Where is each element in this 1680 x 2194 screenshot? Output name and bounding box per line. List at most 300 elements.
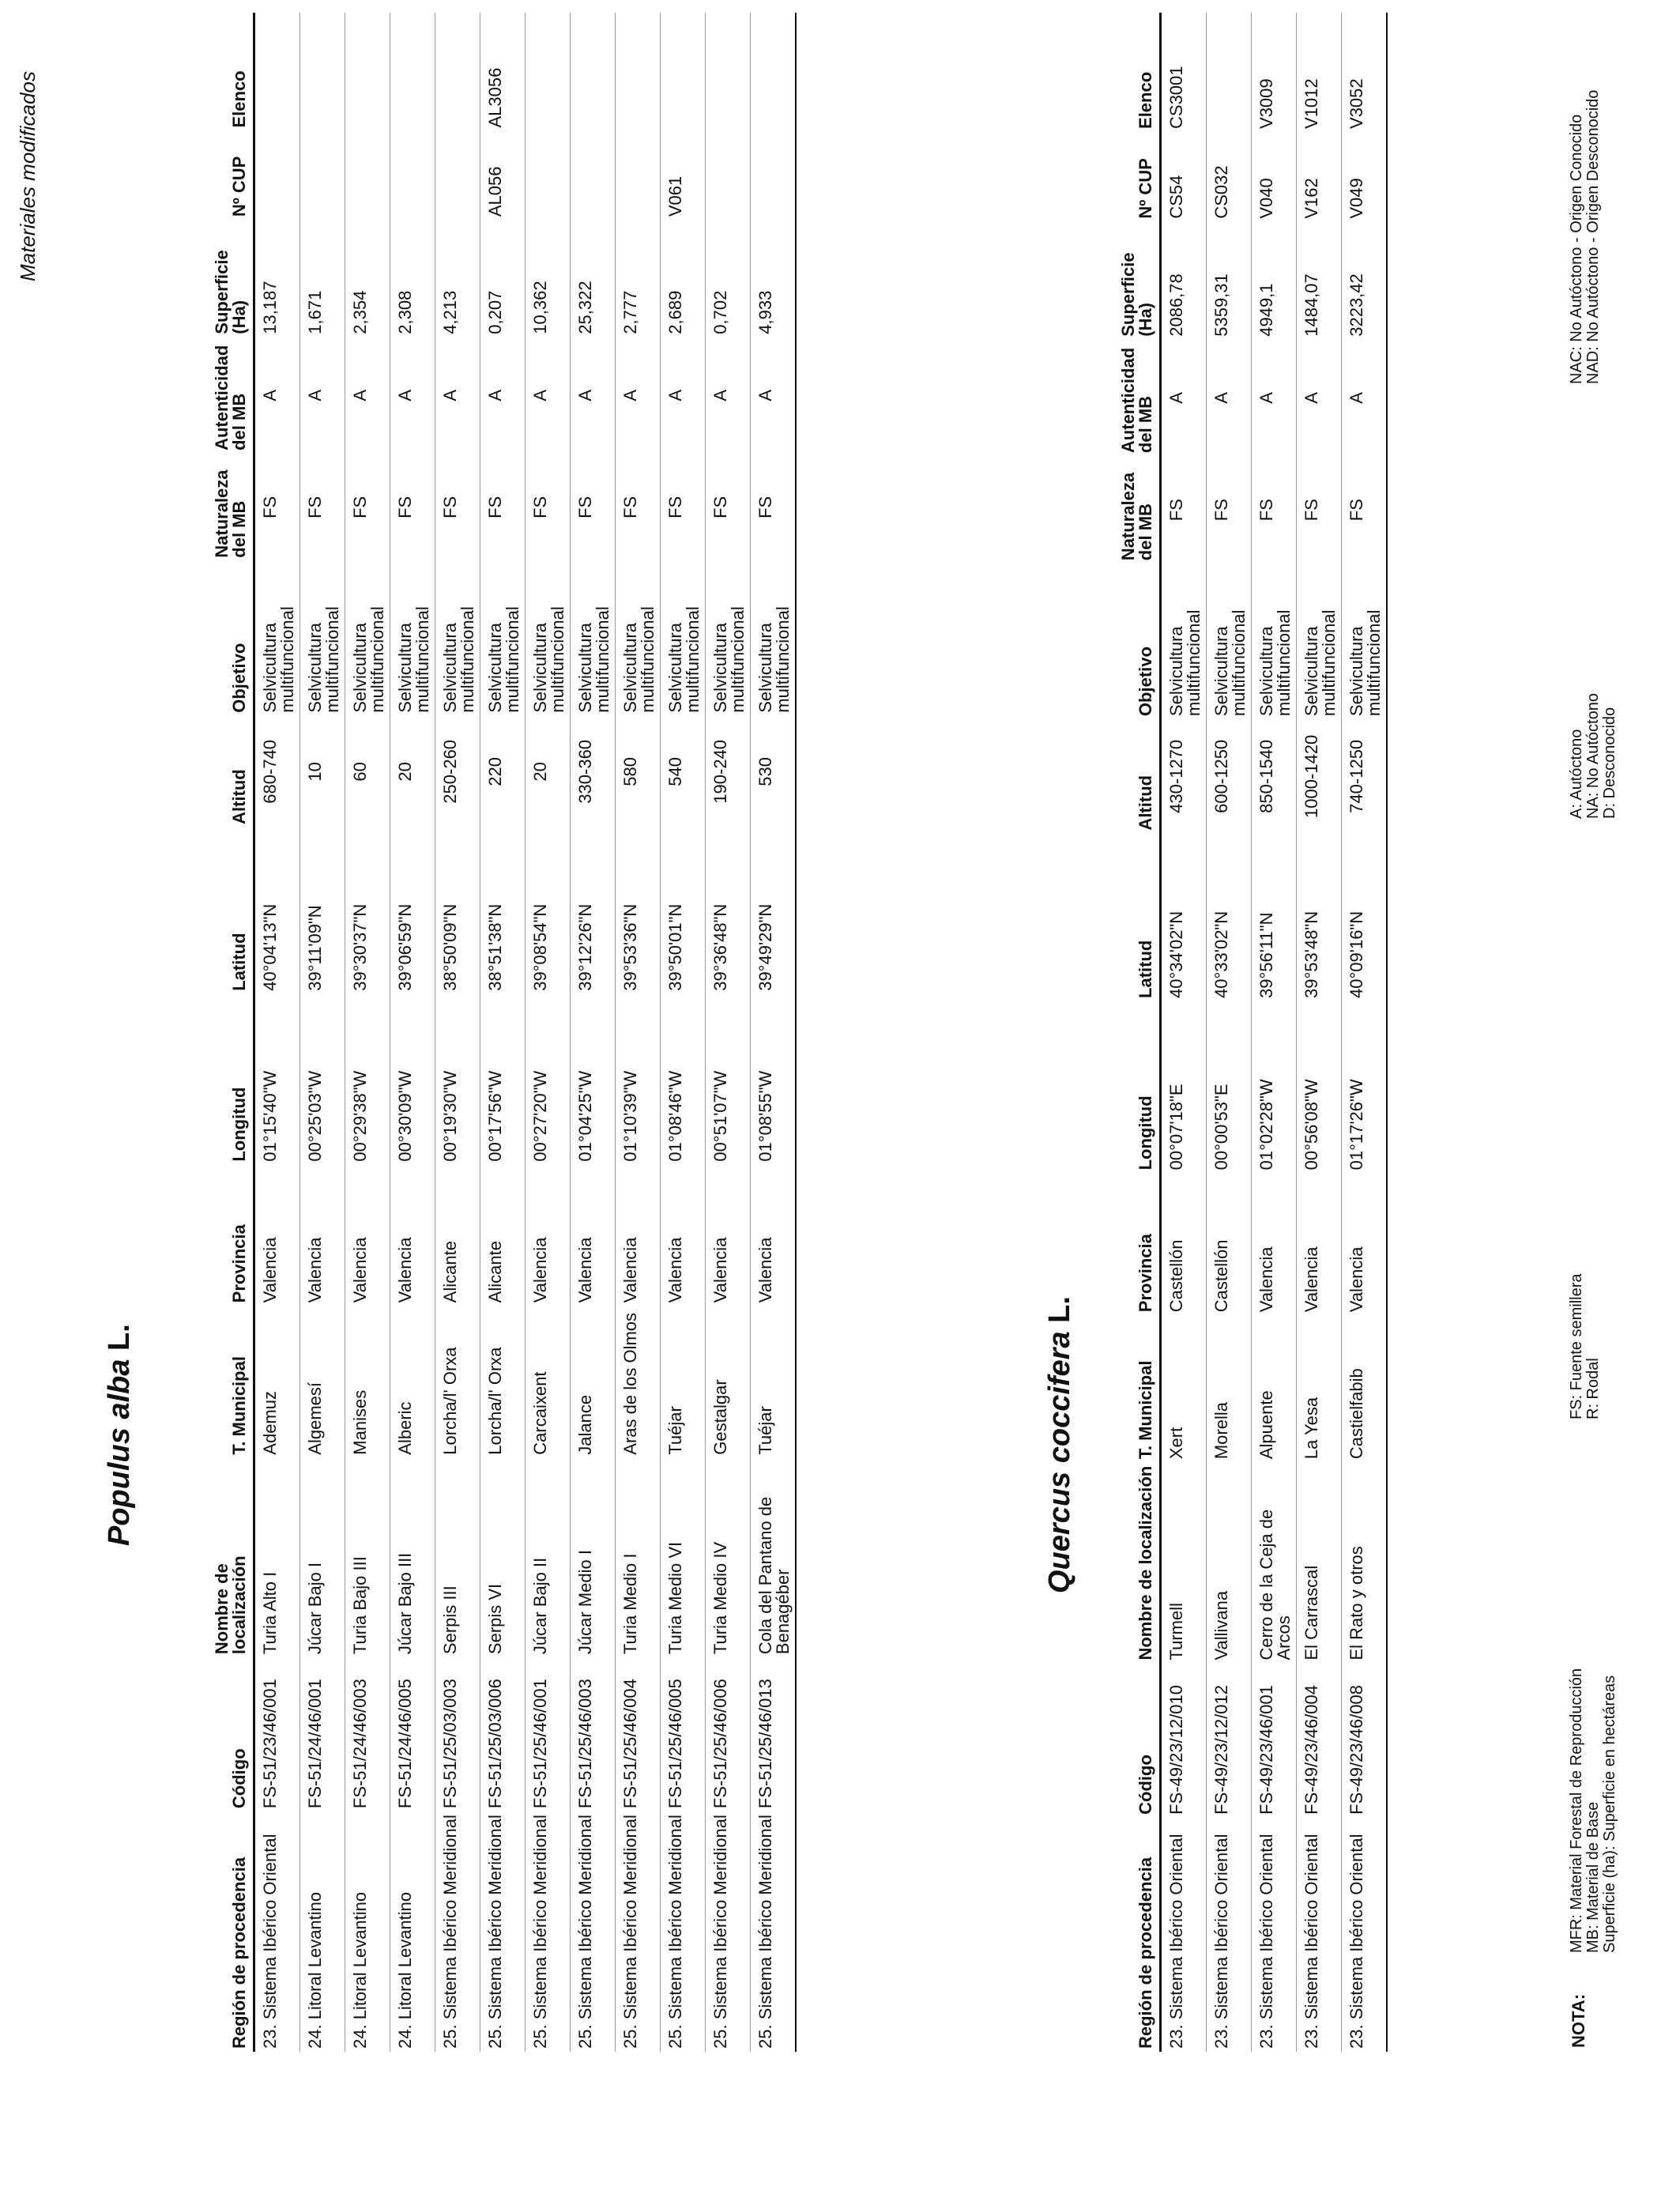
populus-cell-superficie: 2,354 bbox=[345, 220, 390, 337]
populus-cell-naturaleza: FS bbox=[390, 454, 435, 561]
populus-col-header-longitud: Longitud bbox=[212, 994, 254, 1165]
populus-cell-altitud: 20 bbox=[525, 716, 571, 827]
quercus-cell-localizacion: Cerro de la Ceja de Arcos bbox=[1252, 1462, 1297, 1663]
quercus-cell-altitud: 600-1250 bbox=[1207, 719, 1252, 833]
populus-cell-autenticidad: A bbox=[751, 337, 797, 454]
quercus-cell-region: 23. Sistema Ibérico Oriental bbox=[1207, 1818, 1252, 2052]
populus-cell-latitud: 39°12'26"N bbox=[571, 827, 616, 994]
populus-cell-localizacion: Júcar Bajo III bbox=[390, 1458, 435, 1657]
quercus-cell-provincia: Valencia bbox=[1297, 1173, 1342, 1315]
populus-cell-objetivo: Selvicultura multifuncional bbox=[661, 561, 706, 716]
populus-cell-codigo: FS-51/25/46/003 bbox=[571, 1657, 616, 1811]
populus-cell-cup bbox=[571, 131, 616, 221]
populus-cell-superficie: 1,671 bbox=[300, 220, 345, 337]
note-column-4 bbox=[1569, 90, 1602, 384]
quercus-cell-codigo: FS-49/23/46/001 bbox=[1252, 1664, 1297, 1818]
populus-cell-codigo: FS-51/25/46/001 bbox=[525, 1657, 571, 1811]
quercus-cell-municipio: Morella bbox=[1207, 1315, 1252, 1462]
populus-cell-objetivo: Selvicultura multifuncional bbox=[345, 561, 390, 716]
quercus-cell-objetivo: Selvicultura multifuncional bbox=[1207, 564, 1252, 719]
note-line: R: Rodal bbox=[1584, 1358, 1602, 1419]
populus-cell-localizacion: Cola del Pantano de Benagéber bbox=[751, 1458, 797, 1657]
populus-cell-altitud: 250-260 bbox=[435, 716, 480, 827]
quercus-cell-naturaleza: FS bbox=[1252, 456, 1297, 564]
quercus-cell-municipio: Xert bbox=[1161, 1315, 1207, 1462]
quercus-col-header-codigo: Código bbox=[1118, 1664, 1161, 1818]
quercus-col-header-superficie: Superficie (Ha) bbox=[1118, 222, 1161, 340]
quercus-header-row bbox=[1118, 13, 1161, 2052]
populus-cell-municipio: Algemesí bbox=[300, 1306, 345, 1457]
populus-cell-cup bbox=[345, 131, 390, 221]
populus-col-header-region: Región de procedencia bbox=[212, 1811, 254, 2052]
quercus-cell-objetivo: Selvicultura multifuncional bbox=[1342, 564, 1388, 719]
populus-cell-provincia: Alicante bbox=[435, 1165, 480, 1306]
populus-cell-altitud: 60 bbox=[345, 716, 390, 827]
populus-cell-latitud: 38°50'09"N bbox=[435, 827, 480, 994]
populus-cell-objetivo: Selvicultura multifuncional bbox=[571, 561, 616, 716]
note-line: D: Desconocido bbox=[1601, 707, 1618, 819]
quercus-cell-region: 23. Sistema Ibérico Oriental bbox=[1342, 1818, 1388, 2052]
populus-cell-region: 24. Litoral Levantino bbox=[300, 1811, 345, 2052]
populus-cell-codigo: FS-51/25/46/006 bbox=[706, 1657, 751, 1811]
table-row bbox=[254, 13, 300, 2052]
populus-cell-altitud: 530 bbox=[751, 716, 797, 827]
populus-cell-codigo: FS-51/25/03/003 bbox=[435, 1657, 480, 1811]
quercus-cell-autenticidad: A bbox=[1252, 340, 1297, 456]
populus-cell-municipio: Carcaixent bbox=[525, 1306, 571, 1457]
populus-cell-cup bbox=[616, 131, 661, 221]
quercus-cell-autenticidad: A bbox=[1297, 340, 1342, 456]
populus-cell-latitud: 40°04'13"N bbox=[254, 827, 300, 994]
populus-cell-autenticidad: A bbox=[616, 337, 661, 454]
quercus-cell-provincia: Castellón bbox=[1207, 1173, 1252, 1315]
quercus-cell-localizacion: El Carrascal bbox=[1297, 1462, 1342, 1663]
quercus-cell-longitud: 00°07'18"E bbox=[1161, 1001, 1207, 1173]
populus-cell-municipio: Tuéjar bbox=[661, 1306, 706, 1457]
populus-cell-altitud: 220 bbox=[480, 716, 525, 827]
quercus-title-author: L. bbox=[1043, 1296, 1076, 1323]
populus-cell-localizacion: Turia Medio I bbox=[616, 1458, 661, 1657]
note-label: NOTA: bbox=[1569, 1993, 1588, 2048]
populus-col-header-cup: Nº CUP bbox=[212, 131, 254, 221]
populus-cell-longitud: 01°08'46"W bbox=[661, 994, 706, 1165]
populus-cell-localizacion: Júcar Medio I bbox=[571, 1458, 616, 1657]
quercus-cell-localizacion: Vallivana bbox=[1207, 1462, 1252, 1663]
populus-cell-superficie: 0,702 bbox=[706, 220, 751, 337]
populus-cell-region: 25. Sistema Ibérico Meridional bbox=[616, 1811, 661, 2052]
populus-cell-altitud: 190-240 bbox=[706, 716, 751, 827]
populus-cell-superficie: 10,362 bbox=[525, 220, 571, 337]
quercus-cell-superficie: 4949,1 bbox=[1252, 222, 1297, 340]
populus-cell-naturaleza: FS bbox=[300, 454, 345, 561]
populus-cell-municipio: Lorcha/l' Orxa bbox=[435, 1306, 480, 1457]
populus-col-header-naturaleza: Naturaleza del MB bbox=[212, 454, 254, 561]
populus-cell-naturaleza: FS bbox=[345, 454, 390, 561]
populus-cell-longitud: 01°15'40"W bbox=[254, 994, 300, 1165]
quercus-cell-elenco bbox=[1207, 13, 1252, 132]
populus-cell-localizacion: Júcar Bajo I bbox=[300, 1458, 345, 1657]
populus-col-header-codigo: Código bbox=[212, 1657, 254, 1811]
populus-cell-longitud: 00°29'38"W bbox=[345, 994, 390, 1165]
populus-cell-provincia: Valencia bbox=[616, 1165, 661, 1306]
populus-cell-cup bbox=[706, 131, 751, 221]
populus-cell-latitud: 39°30'37"N bbox=[345, 827, 390, 994]
note-column-1 bbox=[1569, 1668, 1618, 1953]
populus-cell-cup bbox=[525, 131, 571, 221]
note-line: MFR: Material Forestal de Reproducción bbox=[1568, 1668, 1585, 1953]
populus-cell-provincia: Valencia bbox=[571, 1165, 616, 1306]
table-row bbox=[661, 13, 706, 2052]
populus-cell-municipio: Gestalgar bbox=[706, 1306, 751, 1457]
quercus-cell-codigo: FS-49/23/12/010 bbox=[1161, 1664, 1207, 1818]
populus-cell-objetivo: Selvicultura multifuncional bbox=[435, 561, 480, 716]
populus-cell-localizacion: Turia Alto I bbox=[254, 1458, 300, 1657]
quercus-cell-codigo: FS-49/23/46/008 bbox=[1342, 1664, 1388, 1818]
quercus-cell-region: 23. Sistema Ibérico Oriental bbox=[1252, 1818, 1297, 2052]
populus-cell-altitud: 540 bbox=[661, 716, 706, 827]
populus-cell-objetivo: Selvicultura multifuncional bbox=[706, 561, 751, 716]
table-row bbox=[435, 13, 480, 2052]
quercus-cell-naturaleza: FS bbox=[1297, 456, 1342, 564]
populus-cell-altitud: 580 bbox=[616, 716, 661, 827]
note-line: A: Autóctono bbox=[1568, 729, 1585, 819]
quercus-col-header-municipio: T. Municipal bbox=[1118, 1315, 1161, 1462]
populus-cell-region: 25. Sistema Ibérico Meridional bbox=[661, 1811, 706, 2052]
table-row bbox=[616, 13, 661, 2052]
populus-cell-elenco bbox=[616, 13, 661, 131]
populus-title bbox=[103, 1324, 137, 1546]
populus-cell-longitud: 01°10'39"W bbox=[616, 994, 661, 1165]
populus-cell-localizacion: Júcar Bajo II bbox=[525, 1458, 571, 1657]
table-row bbox=[751, 13, 797, 2052]
table-row bbox=[525, 13, 571, 2052]
quercus-cell-objetivo: Selvicultura multifuncional bbox=[1161, 564, 1207, 719]
populus-cell-altitud: 20 bbox=[390, 716, 435, 827]
table-row bbox=[1252, 13, 1297, 2052]
populus-title-author: L. bbox=[103, 1324, 136, 1351]
quercus-col-header-provincia: Provincia bbox=[1118, 1173, 1161, 1315]
populus-cell-codigo: FS-51/25/03/006 bbox=[480, 1657, 525, 1811]
quercus-cell-codigo: FS-49/23/12/012 bbox=[1207, 1664, 1252, 1818]
populus-header-row bbox=[212, 13, 254, 2052]
populus-cell-latitud: 39°06'59"N bbox=[390, 827, 435, 994]
note-line: MB: Material de Base bbox=[1584, 1801, 1602, 1953]
populus-cell-elenco bbox=[254, 13, 300, 131]
quercus-col-header-objetivo: Objetivo bbox=[1118, 564, 1161, 719]
table-row bbox=[706, 13, 751, 2052]
populus-body bbox=[254, 13, 797, 2052]
populus-cell-region: 25. Sistema Ibérico Meridional bbox=[435, 1811, 480, 2052]
populus-col-header-latitud: Latitud bbox=[212, 827, 254, 994]
note-line: NA: No Autóctono bbox=[1584, 693, 1602, 819]
populus-cell-region: 25. Sistema Ibérico Meridional bbox=[480, 1811, 525, 2052]
quercus-table bbox=[1118, 13, 1388, 2052]
table-row bbox=[300, 13, 345, 2052]
populus-cell-codigo: FS-51/25/46/004 bbox=[616, 1657, 661, 1811]
table-row bbox=[390, 13, 435, 2052]
quercus-col-header-autenticidad: Autenticidad del MB bbox=[1118, 340, 1161, 456]
populus-cell-longitud: 00°27'20"W bbox=[525, 994, 571, 1165]
table-row bbox=[1207, 13, 1252, 2052]
populus-cell-localizacion: Serpis III bbox=[435, 1458, 480, 1657]
populus-cell-elenco bbox=[571, 13, 616, 131]
table-row bbox=[571, 13, 616, 2052]
populus-cell-municipio: Jalance bbox=[571, 1306, 616, 1457]
populus-col-header-provincia: Provincia bbox=[212, 1165, 254, 1306]
quercus-cell-cup: V040 bbox=[1252, 132, 1297, 222]
populus-cell-codigo: FS-51/25/46/005 bbox=[661, 1657, 706, 1811]
populus-col-header-autenticidad: Autenticidad del MB bbox=[212, 337, 254, 454]
populus-cell-municipio: Aras de los Olmos bbox=[616, 1306, 661, 1457]
populus-cell-cup bbox=[254, 131, 300, 221]
quercus-cell-provincia: Valencia bbox=[1342, 1173, 1388, 1315]
quercus-cell-cup: V162 bbox=[1297, 132, 1342, 222]
populus-cell-autenticidad: A bbox=[254, 337, 300, 454]
populus-cell-longitud: 01°08'55"W bbox=[751, 994, 797, 1165]
table-row bbox=[1161, 13, 1207, 2052]
populus-cell-altitud: 10 bbox=[300, 716, 345, 827]
quercus-cell-localizacion: El Rato y otros bbox=[1342, 1462, 1388, 1663]
populus-cell-region: 25. Sistema Ibérico Meridional bbox=[525, 1811, 571, 2052]
populus-cell-objetivo: Selvicultura multifuncional bbox=[254, 561, 300, 716]
quercus-col-header-altitud: Altitud bbox=[1118, 719, 1161, 833]
populus-cell-naturaleza: FS bbox=[661, 454, 706, 561]
quercus-col-header-naturaleza: Naturaleza del MB bbox=[1118, 456, 1161, 564]
populus-col-header-objetivo: Objetivo bbox=[212, 561, 254, 716]
quercus-col-header-latitud: Latitud bbox=[1118, 834, 1161, 1001]
populus-cell-provincia: Valencia bbox=[525, 1165, 571, 1306]
populus-title-genus: Populus alba bbox=[103, 1359, 136, 1546]
populus-cell-municipio: Tuéjar bbox=[751, 1306, 797, 1457]
populus-cell-elenco bbox=[751, 13, 797, 131]
quercus-body bbox=[1161, 13, 1388, 2052]
quercus-cell-superficie: 5359,31 bbox=[1207, 222, 1252, 340]
populus-cell-superficie: 25,322 bbox=[571, 220, 616, 337]
populus-cell-superficie: 2,777 bbox=[616, 220, 661, 337]
populus-cell-naturaleza: FS bbox=[571, 454, 616, 561]
populus-cell-region: 25. Sistema Ibérico Meridional bbox=[571, 1811, 616, 2052]
populus-cell-longitud: 00°30'09"W bbox=[390, 994, 435, 1165]
quercus-cell-provincia: Valencia bbox=[1252, 1173, 1297, 1315]
quercus-cell-autenticidad: A bbox=[1161, 340, 1207, 456]
quercus-cell-superficie: 1484,07 bbox=[1297, 222, 1342, 340]
table-row bbox=[1342, 13, 1388, 2052]
populus-cell-latitud: 38°51'38"N bbox=[480, 827, 525, 994]
populus-cell-longitud: 00°25'03"W bbox=[300, 994, 345, 1165]
populus-cell-codigo: FS-51/25/46/013 bbox=[751, 1657, 797, 1811]
note-column-3 bbox=[1569, 693, 1618, 819]
quercus-cell-region: 23. Sistema Ibérico Oriental bbox=[1297, 1818, 1342, 2052]
populus-cell-superficie: 4,213 bbox=[435, 220, 480, 337]
quercus-cell-localizacion: Turmell bbox=[1161, 1462, 1207, 1663]
populus-cell-provincia: Valencia bbox=[390, 1165, 435, 1306]
populus-cell-elenco bbox=[661, 13, 706, 131]
populus-cell-naturaleza: FS bbox=[751, 454, 797, 561]
page-header: Materiales modificados bbox=[16, 71, 40, 281]
populus-cell-autenticidad: A bbox=[435, 337, 480, 454]
populus-col-header-localizacion: Nombre de localización bbox=[212, 1458, 254, 1657]
quercus-cell-superficie: 2086,78 bbox=[1161, 222, 1207, 340]
populus-cell-codigo: FS-51/24/46/001 bbox=[300, 1657, 345, 1811]
populus-cell-localizacion: Turia Bajo III bbox=[345, 1458, 390, 1657]
populus-col-header-altitud: Altitud bbox=[212, 716, 254, 827]
populus-cell-cup bbox=[435, 131, 480, 221]
quercus-cell-naturaleza: FS bbox=[1207, 456, 1252, 564]
quercus-cell-region: 23. Sistema Ibérico Oriental bbox=[1161, 1818, 1207, 2052]
populus-cell-objetivo: Selvicultura multifuncional bbox=[480, 561, 525, 716]
populus-cell-superficie: 2,689 bbox=[661, 220, 706, 337]
note-line: Superficie (ha): Superficie en hectáreas bbox=[1601, 1675, 1618, 1953]
populus-col-header-elenco: Elenco bbox=[212, 13, 254, 131]
populus-cell-provincia: Valencia bbox=[751, 1165, 797, 1306]
populus-cell-objetivo: Selvicultura multifuncional bbox=[751, 561, 797, 716]
populus-cell-longitud: 01°04'25"W bbox=[571, 994, 616, 1165]
populus-cell-cup: V061 bbox=[661, 131, 706, 221]
quercus-title-genus: Quercus coccifera bbox=[1043, 1331, 1076, 1593]
populus-cell-localizacion: Turia Medio VI bbox=[661, 1458, 706, 1657]
populus-cell-naturaleza: FS bbox=[616, 454, 661, 561]
quercus-cell-cup: CS54 bbox=[1161, 132, 1207, 222]
quercus-cell-latitud: 40°09'16"N bbox=[1342, 834, 1388, 1001]
populus-cell-elenco bbox=[300, 13, 345, 131]
populus-cell-autenticidad: A bbox=[571, 337, 616, 454]
quercus-col-header-cup: Nº CUP bbox=[1118, 132, 1161, 222]
populus-cell-provincia: Alicante bbox=[480, 1165, 525, 1306]
populus-cell-cup: AL056 bbox=[480, 131, 525, 221]
populus-cell-superficie: 4,933 bbox=[751, 220, 797, 337]
populus-cell-cup bbox=[390, 131, 435, 221]
populus-cell-localizacion: Turia Medio IV bbox=[706, 1458, 751, 1657]
populus-cell-municipio: Alberic bbox=[390, 1306, 435, 1457]
populus-table bbox=[212, 13, 797, 2052]
populus-cell-latitud: 39°36'48"N bbox=[706, 827, 751, 994]
quercus-cell-naturaleza: FS bbox=[1342, 456, 1388, 564]
quercus-cell-altitud: 1000-1420 bbox=[1297, 719, 1342, 833]
quercus-cell-elenco: V3052 bbox=[1342, 13, 1388, 132]
populus-cell-superficie: 2,308 bbox=[390, 220, 435, 337]
populus-cell-municipio: Lorcha/l' Orxa bbox=[480, 1306, 525, 1457]
quercus-col-header-elenco: Elenco bbox=[1118, 13, 1161, 132]
quercus-cell-provincia: Castellón bbox=[1161, 1173, 1207, 1315]
quercus-cell-elenco: CS3001 bbox=[1161, 13, 1207, 132]
note-line: NAD: No Autóctono - Origen Desconocido bbox=[1584, 89, 1602, 384]
populus-cell-objetivo: Selvicultura multifuncional bbox=[525, 561, 571, 716]
note-line: FS: Fuente semillera bbox=[1568, 1273, 1585, 1419]
populus-cell-provincia: Valencia bbox=[706, 1165, 751, 1306]
table-row bbox=[345, 13, 390, 2052]
quercus-cell-objetivo: Selvicultura multifuncional bbox=[1252, 564, 1297, 719]
populus-cell-region: 24. Litoral Levantino bbox=[345, 1811, 390, 2052]
populus-cell-elenco bbox=[706, 13, 751, 131]
populus-cell-naturaleza: FS bbox=[706, 454, 751, 561]
populus-cell-objetivo: Selvicultura multifuncional bbox=[390, 561, 435, 716]
quercus-cell-codigo: FS-49/23/46/004 bbox=[1297, 1664, 1342, 1818]
populus-cell-autenticidad: A bbox=[390, 337, 435, 454]
note-column-2 bbox=[1569, 1273, 1602, 1419]
quercus-col-header-longitud: Longitud bbox=[1118, 1001, 1161, 1173]
populus-cell-naturaleza: FS bbox=[480, 454, 525, 561]
quercus-cell-objetivo: Selvicultura multifuncional bbox=[1297, 564, 1342, 719]
populus-cell-altitud: 330-360 bbox=[571, 716, 616, 827]
populus-cell-codigo: FS-51/23/46/001 bbox=[254, 1657, 300, 1811]
quercus-cell-elenco: V3009 bbox=[1252, 13, 1297, 132]
quercus-cell-cup: CS032 bbox=[1207, 132, 1252, 222]
quercus-cell-longitud: 00°56'08"W bbox=[1297, 1001, 1342, 1173]
quercus-cell-latitud: 39°53'48"N bbox=[1297, 834, 1342, 1001]
populus-cell-superficie: 13,187 bbox=[254, 220, 300, 337]
quercus-cell-altitud: 430-1270 bbox=[1161, 719, 1207, 833]
populus-cell-municipio: Manises bbox=[345, 1306, 390, 1457]
table-row bbox=[480, 13, 525, 2052]
quercus-col-header-region: Región de procedencia bbox=[1118, 1818, 1161, 2052]
populus-cell-elenco bbox=[390, 13, 435, 131]
populus-cell-naturaleza: FS bbox=[254, 454, 300, 561]
populus-cell-elenco bbox=[525, 13, 571, 131]
populus-cell-elenco bbox=[345, 13, 390, 131]
populus-cell-municipio: Ademuz bbox=[254, 1306, 300, 1457]
populus-cell-longitud: 00°17'56"W bbox=[480, 994, 525, 1165]
quercus-cell-naturaleza: FS bbox=[1161, 456, 1207, 564]
populus-cell-cup bbox=[751, 131, 797, 221]
populus-cell-autenticidad: A bbox=[345, 337, 390, 454]
quercus-cell-cup: V049 bbox=[1342, 132, 1388, 222]
populus-cell-autenticidad: A bbox=[525, 337, 571, 454]
populus-cell-latitud: 39°08'54"N bbox=[525, 827, 571, 994]
quercus-cell-latitud: 39°56'11"N bbox=[1252, 834, 1297, 1001]
populus-cell-naturaleza: FS bbox=[525, 454, 571, 561]
populus-cell-naturaleza: FS bbox=[435, 454, 480, 561]
quercus-cell-latitud: 40°33'02"N bbox=[1207, 834, 1252, 1001]
quercus-cell-municipio: La Yesa bbox=[1297, 1315, 1342, 1462]
populus-col-header-municipio: T. Municipal bbox=[212, 1306, 254, 1457]
populus-cell-provincia: Valencia bbox=[254, 1165, 300, 1306]
populus-cell-elenco: AL3056 bbox=[480, 13, 525, 131]
populus-cell-region: 25. Sistema Ibérico Meridional bbox=[706, 1811, 751, 2052]
quercus-cell-altitud: 850-1540 bbox=[1252, 719, 1297, 833]
populus-cell-region: 25. Sistema Ibérico Meridional bbox=[751, 1811, 797, 2052]
quercus-col-header-localizacion: Nombre de localización bbox=[1118, 1462, 1161, 1663]
quercus-cell-municipio: Alpuente bbox=[1252, 1315, 1297, 1462]
populus-cell-provincia: Valencia bbox=[661, 1165, 706, 1306]
note-line: NAC: No Autóctono - Origen Conocido bbox=[1568, 114, 1585, 384]
populus-cell-codigo: FS-51/24/46/003 bbox=[345, 1657, 390, 1811]
populus-cell-region: 24. Litoral Levantino bbox=[390, 1811, 435, 2052]
populus-cell-latitud: 39°53'36"N bbox=[616, 827, 661, 994]
populus-cell-autenticidad: A bbox=[706, 337, 751, 454]
populus-cell-objetivo: Selvicultura multifuncional bbox=[616, 561, 661, 716]
quercus-cell-altitud: 740-1250 bbox=[1342, 719, 1388, 833]
populus-cell-objetivo: Selvicultura multifuncional bbox=[300, 561, 345, 716]
populus-cell-latitud: 39°11'09"N bbox=[300, 827, 345, 994]
quercus-cell-autenticidad: A bbox=[1342, 340, 1388, 456]
populus-cell-codigo: FS-51/24/46/005 bbox=[390, 1657, 435, 1811]
populus-cell-altitud: 680-740 bbox=[254, 716, 300, 827]
quercus-cell-autenticidad: A bbox=[1207, 340, 1252, 456]
populus-cell-autenticidad: A bbox=[661, 337, 706, 454]
quercus-cell-longitud: 01°02'28"W bbox=[1252, 1001, 1297, 1173]
populus-col-header-superficie: Superficie (Ha) bbox=[212, 220, 254, 337]
quercus-cell-longitud: 00°00'53"E bbox=[1207, 1001, 1252, 1173]
quercus-cell-longitud: 01°17'26"W bbox=[1342, 1001, 1388, 1173]
populus-cell-provincia: Valencia bbox=[345, 1165, 390, 1306]
quercus-cell-municipio: Castielfabib bbox=[1342, 1315, 1388, 1462]
table-row bbox=[1297, 13, 1342, 2052]
populus-cell-provincia: Valencia bbox=[300, 1165, 345, 1306]
populus-cell-region: 23. Sistema Ibérico Oriental bbox=[254, 1811, 300, 2052]
populus-cell-superficie: 0,207 bbox=[480, 220, 525, 337]
populus-cell-latitud: 39°50'01"N bbox=[661, 827, 706, 994]
populus-cell-latitud: 39°49'29"N bbox=[751, 827, 797, 994]
